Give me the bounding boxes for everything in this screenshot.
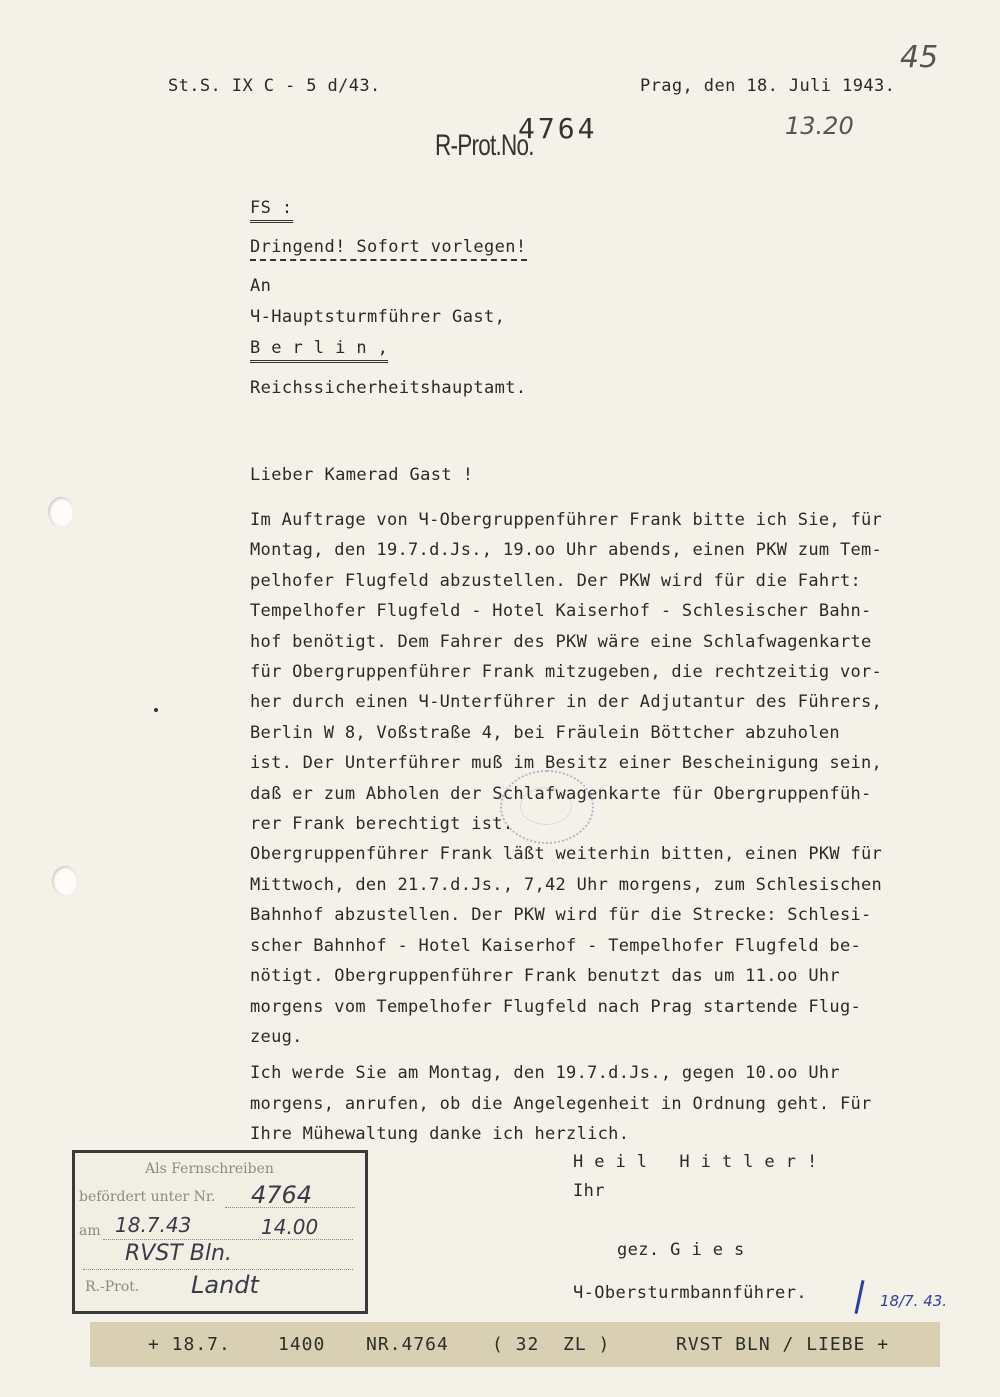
stamp-office: RVST Bln. [125,1241,232,1266]
protocol-number: 4764 [518,112,598,145]
body-line: Mittwoch, den 21.7.d.Js., 7,42 Uhr morgens, zum Schlesischen [250,874,883,895]
body-line: Obergruppenführer Frank läßt weiterhin bitten, einen PKW für [250,844,883,865]
body-line: Ihre Mühewaltung danke ich herzlich. [250,1124,630,1145]
fs-heading: FS : [250,198,293,223]
place-date: Prag, den 18. Juli 1943. [640,76,896,96]
stamp-title: Als Fernschreiben [145,1161,274,1177]
telex-date: + 18.7. [148,1334,231,1355]
body-line: Ich werde Sie am Montag, den 19.7.d.Js., gegen 10.oo Uhr [250,1063,840,1084]
address-office: Reichssicherheitshauptamt. [250,378,527,398]
letter-body [250,505,980,1150]
stamp-line2-label: am [79,1223,101,1239]
closing-greeting: H e i l H i t l e r ! [573,1152,818,1172]
body-line: scher Bahnhof - Hotel Kaiserhof - Tempelhofer Flugfeld be- [250,935,862,956]
body-line: daß er zum Abholen der Schlafwagenkarte für Obergruppenfüh- [250,783,872,804]
telex-time: 1400 [278,1334,326,1355]
urgent-note: Dringend! Sofort vorlegen! [250,237,527,261]
body-line: Bahnhof abzustellen. Der PKW wird für die Strecke: Schlesi- [250,905,872,926]
telex-lines: ( 32 ZL ) [492,1334,611,1355]
archive-stamp [500,770,594,844]
body-line: Tempelhofer Flugfeld - Hotel Kaiserhof - Schlesischer Bahn- [250,601,872,622]
stamp-dotline [83,1269,353,1270]
stamp-operator: Landt [191,1271,259,1299]
stamp-number: 4764 [251,1181,313,1209]
closing-ihr: Ihr [573,1181,605,1201]
closing-rank: Ч-Obersturmbannführer. [573,1283,807,1303]
stamp-date: 18.7.43 [115,1213,192,1237]
salutation: Lieber Kamerad Gast ! [250,465,474,485]
body-line: morgens vom Tempelhofer Flugfeld nach Prag startende Flug- [250,996,862,1017]
dispatch-stamp [72,1150,368,1314]
body-line: rer Frank berechtigt ist. [250,814,514,835]
body-line: morgens, anrufen, ob die Angelegenheit in Ordnung geht. Für [250,1093,872,1114]
telex-strip [90,1322,940,1367]
punch-hole-top [48,497,74,527]
body-line: pelhofer Flugfeld abzustellen. Der PKW wird für die Fahrt: [250,570,862,591]
body-line: zeug. [250,1026,303,1047]
stamp-line4-label: R.-Prot. [85,1279,140,1295]
address-city: B e r l i n , [250,338,388,363]
page-number: 45 [900,40,939,75]
margin-note: 18/7. 43. [880,1292,948,1310]
body-line: her durch einen Ч-Unterführer in der Adjutantur des Führers, [250,692,883,713]
address-recipient: Ч-Hauptsturmführer Gast, [250,307,506,327]
ink-dot [154,708,158,712]
stamp-time: 14.00 [261,1215,319,1239]
body-line: für Obergruppenführer Frank mitzugeben, die rechtzeitig vor- [250,662,883,683]
received-time: 13.20 [785,112,854,140]
body-line: nötigt. Obergruppenführer Frank benutzt das um 11.oo Uhr [250,966,840,987]
reference-number: St.S. IX C - 5 d/43. [168,76,381,96]
margin-stroke [854,1280,864,1314]
stamp-dotline [103,1239,353,1240]
address-an: An [250,276,272,296]
closing-signed: gez. G i e s [617,1240,745,1260]
body-line: hof benötigt. Dem Fahrer des PKW wäre eine Schlafwagenkarte [250,631,872,652]
stamp-line1-label: befördert unter Nr. [79,1189,216,1205]
telex-sender: RVST BLN / LIEBE + [676,1334,890,1355]
protocol-label: R-Prot.No. [434,129,534,162]
body-line: Montag, den 19.7.d.Js., 19.oo Uhr abends, einen PKW zum Tem- [250,540,883,561]
punch-hole-bottom [52,866,78,896]
body-line: ist. Der Unterführer muß im Besitz einer Bescheinigung sein, [250,753,883,774]
body-line: Im Auftrage von Ч-Obergruppenführer Frank bitte ich Sie, für [250,510,883,530]
telex-number: NR.4764 [366,1334,449,1355]
body-line: Berlin W 8, Voßstraße 4, bei Fräulein Böttcher abzuholen [250,722,840,743]
